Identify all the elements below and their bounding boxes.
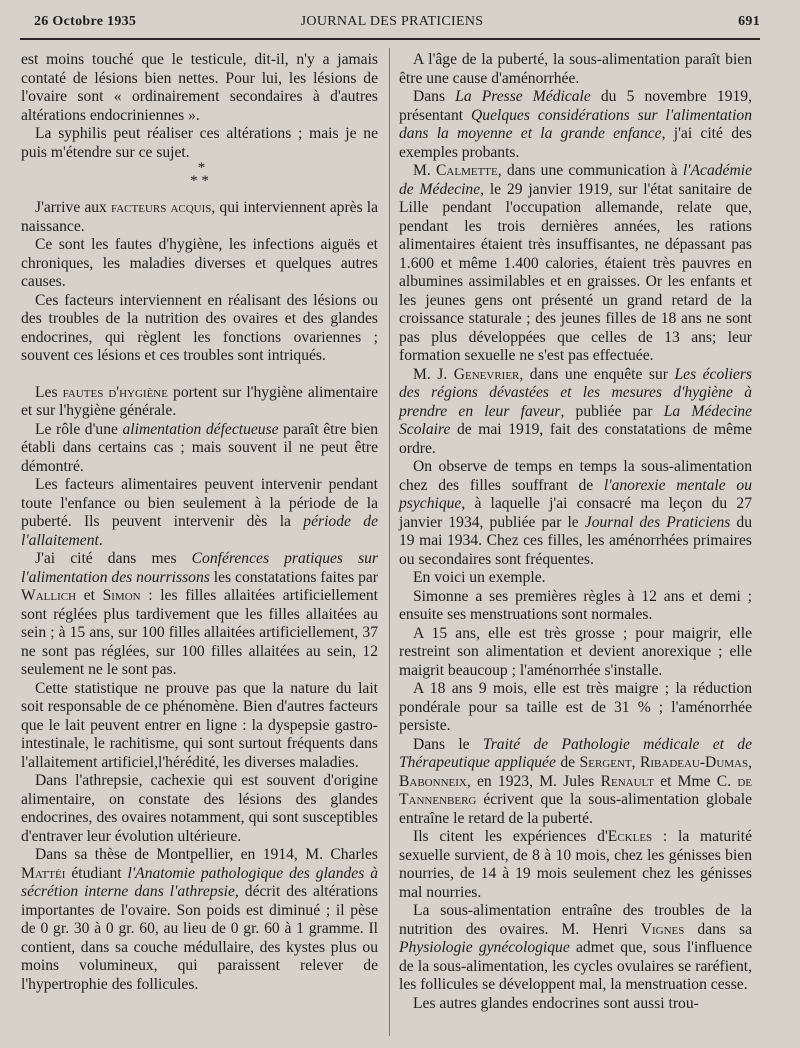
text-run: A 18 ans 9 mois, elle est très maigre ; la réduction pondérale pour sa taille est de 31 % ; l'aménorrhée persiste. (399, 680, 752, 734)
small-caps-text: Wallich (21, 587, 77, 604)
small-caps-text: Simon (102, 587, 141, 604)
paragraph (399, 366, 752, 459)
asterism-line: * * (190, 173, 209, 189)
text-run: M. (413, 162, 436, 179)
text-run: de (555, 754, 580, 771)
italic-text: Journal des Praticiens (584, 513, 731, 531)
text-run: Ils citent les expériences d' (413, 828, 608, 845)
paragraph (399, 162, 752, 366)
paragraph (399, 569, 752, 588)
small-caps-text: Ribadeau-Dumas (639, 754, 749, 771)
header-title: JOURNAL DES PRATICIENS (300, 14, 484, 29)
paragraph (21, 846, 378, 994)
header-page-number: 691 (738, 14, 760, 29)
small-caps-text: Genevrier (453, 365, 520, 383)
text-run: , en 1923, M. Jules (466, 772, 601, 790)
italic-text: Conférences pratiques sur l'alimentation des nourrissons (21, 550, 378, 586)
text-run: , décrit des altérations importantes de l'ovaire. Son poids est diminué ; il pèse de 0 gr. 30 à 0 gr. 60, au lieu de 0 gr. 60 à 1 gramme. Il contient, dans sa couche médullaire, des kystes plus ou moins volumineux, qui paraissent relever de l'hypertrophie des follicules. (21, 883, 378, 993)
right-column (399, 51, 752, 1013)
text-run: Les autres glandes endocrines sont aussi trou- (413, 994, 699, 1012)
text-run: Dans (413, 88, 456, 105)
column-divider (389, 48, 390, 1036)
text-run: : la maturité sexuelle survient, de 8 à 10 mois, chez les génisses bien nourries, de 14 à 19 mois seulement chez les génisses mal nourries. (399, 828, 752, 901)
paragraph (21, 772, 378, 846)
paragraph (399, 51, 752, 88)
paragraph (21, 550, 378, 680)
text-run: En voici un exemple. (413, 569, 546, 586)
text-run: Dans le (413, 735, 483, 753)
text-run: , dans une enquête sur (519, 365, 675, 383)
paragraph (399, 680, 752, 736)
small-caps-text: Calmette (436, 162, 498, 179)
text-run: les constatations faites par (209, 568, 378, 586)
small-caps-text: Eckles (607, 828, 653, 845)
text-run: A l'âge de la puberté, la sous-alimentation paraît bien être une cause d'aménorrhée. (399, 51, 752, 87)
italic-text: Quelques considérations sur l'alimentation dans la moyenne et la grande enfance (399, 106, 752, 142)
paragraph (399, 625, 752, 681)
text-run: écrivent que la sous-alimentation globale entraîne le retard de la puberté. (399, 791, 752, 827)
small-caps-text: Babonneix (399, 772, 467, 790)
text-run: J'ai cité dans mes (35, 550, 192, 567)
text-run: , j'ai cité des exemples probants. (399, 125, 752, 161)
text-run: , publiée par (560, 402, 664, 420)
text-run: Les facteurs alimentaires peuvent intervenir pendant toute l'enfance ou bien seulement à la période de la puberté. Ils peuvent intervenir dès la (21, 476, 378, 530)
left-column (21, 51, 378, 994)
text-run: Le rôle d'une (35, 420, 123, 438)
text-run: portent sur l'hygiène alimentaire et sur l'hygiène générale. (21, 383, 378, 419)
text-run: et Mme C. (653, 772, 738, 790)
text-run: est moins touché que le testicule, dit-il, n'y a jamais contaté de lésions bien nettes. Pour lui, les lésions de l'ovaire sont « ordinairement secondaires à d'autres altérations endocriniennes ». (21, 51, 378, 124)
text-run: . (98, 531, 103, 549)
paragraph (399, 588, 752, 625)
text-run: Dans sa thèse de Montpellier, en 1914, M. Charles (35, 846, 378, 863)
text-run: On observe de temps en temps la sous-alimentation chez des filles souffrant de (399, 458, 752, 494)
paragraph (21, 292, 378, 366)
text-run: paraît être bien établi dans certains cas ; mais souvent il ne peut être démontré. (21, 420, 378, 475)
small-caps-text: facteurs acquis (110, 199, 212, 216)
text-run: J'arrive aux (35, 199, 111, 216)
paragraph (21, 680, 378, 773)
small-caps-text: Vignes (640, 920, 685, 938)
text-run: dans sa (684, 920, 752, 938)
italic-text: Traité de Pathologie médicale et de Thérapeutique appliquée (399, 735, 752, 771)
text-run: , qui interviennent après la naissance. (21, 199, 378, 235)
text-run: A 15 ans, elle est très grosse ; pour maigrir, elle restreint son alimentation et devient anorexique ; elle maigrit beaucoup ; l'aménorrhée s'installe. (399, 624, 752, 679)
italic-text: alimentation défectueuse (122, 420, 279, 438)
small-caps-text: de Tannenberg (399, 772, 752, 808)
text-run: Cette statistique ne prouve pas que la nature du lait soit responsable de ce phénomène. Bien d'autres facteurs que le lait peuvent entrer en ligne : la dyspepsie gastro-intestinale, le rachitisme, qui sont surtout fréquents dans l'allaitement artificiel,l'hérédité, les diverses maladies. (21, 679, 378, 771)
text-run: La syphilis peut réaliser ces altérations ; mais je ne puis m'étendre sur ce sujet. (21, 125, 378, 161)
text-run: , (748, 754, 753, 771)
text-run: Dans l'athrepsie, cachexie qui est souvent d'origine alimentaire, on constate des lésions des glandes endocrines, des ovaires notamment, qui sont susceptibles d'entraver leur évolution ultérieure. (21, 772, 378, 845)
paragraph (21, 476, 378, 550)
text-run: , dans une communication à (497, 162, 683, 179)
text-run: Ce sont les fautes d'hygiène, les infections aiguës et chroniques, les maladies diverses et quelques autres causes. (21, 236, 378, 290)
paragraph (399, 828, 752, 902)
paragraph (399, 736, 752, 829)
italic-text: l'Anatomie pathologique des glandes à sécrétion interne dans l'athrepsie (21, 864, 378, 900)
asterism-line: * (197, 160, 206, 176)
small-caps-text: Sergent (579, 754, 632, 771)
paragraph (21, 421, 378, 477)
text-run: du 19 mai 1934. Chez ces filles, les aménorrhées primaires ou secondaires sont fréquentes. (399, 513, 752, 568)
paragraph (21, 236, 378, 292)
text-run: Les (35, 383, 63, 401)
italic-text: Physiologie gynécologique (399, 939, 570, 956)
text-run: admet que, sous l'influence de la sous-alimentation, les cycles ovulaires se raréfient, les follicules se développent mal, la menstruation cesse. (399, 939, 752, 993)
text-run: , (631, 754, 640, 771)
text-run: M. J. (413, 365, 454, 383)
italic-text: l'anorexie mentale ou psychique (399, 476, 752, 512)
text-run: du 5 novembre 1919, présentant (399, 88, 752, 124)
paragraph (399, 88, 752, 162)
section-asterism (21, 162, 378, 199)
paragraph (21, 199, 378, 236)
small-caps-text: Mattéi (21, 864, 66, 882)
paragraph (399, 458, 752, 569)
text-run: de mai 1919, fait des constatations de même ordre. (399, 421, 752, 457)
paragraph (21, 125, 378, 162)
text-run: , à laquelle j'ai consacré ma leçon du 27 janvier 1934, publiée par le (399, 495, 752, 531)
text-run: Ces facteurs interviennent en réalisant des lésions ou des troubles de la nutrition des ovaires et des glandes endocrines, qui règlent les fonctions ovariennes ; souvent ces lésions et ces troubles sont intriqués. (21, 291, 378, 364)
text-run: étudiant (65, 864, 128, 882)
header-date: 26 Octobre 1935 (34, 14, 137, 29)
paragraph (21, 384, 378, 421)
italic-text: La Presse Médicale (455, 88, 591, 105)
small-caps-text: fautes d'hygiène (62, 383, 168, 401)
paragraph-gap (21, 366, 378, 384)
paragraph (399, 902, 752, 995)
small-caps-text: Renault (600, 772, 654, 790)
header-rule (20, 38, 760, 40)
italic-text: Les écoliers des régions dévastées et les mesures d'hygiène à prendre en leur faveur (399, 365, 752, 420)
text-run: : les filles allaitées artificiellement sont réglées plus tardivement que les filles allaitées au sein ; à 15 ans, sur 100 filles allaitées artificiellement, 37 ne sont pas réglées, sur 100 filles allaitées au sein, 12 seulement ne le sont pas. (21, 587, 378, 678)
text-run: La sous-alimentation entraîne des troubles de la nutrition des ovaires. M. Henri (399, 902, 752, 938)
italic-text: l'Académie de Médecine (399, 162, 752, 198)
paragraph (399, 995, 752, 1014)
italic-text: période de l'allaitement (21, 513, 378, 549)
italic-text: La Médecine Scolaire (399, 402, 752, 438)
text-run: Simonne a ses premières règles à 12 ans et demi ; ensuite ses menstruations sont normales. (399, 587, 752, 623)
text-run: et (76, 587, 103, 604)
page-header (24, 14, 760, 36)
text-run: , le 29 janvier 1919, sur l'état sanitaire de Lille pendant l'occupation allemande, relate que, pendant les trois dernières années, les rations alimentaires étaient très insuffisantes, ne dépassant pas 1.600 et même 1.400 calories, étaient très pauvres en albumines assimilables et en graisses. Or les enfants et les jeunes gens ont présenté un grand retard de la croissance staturale ; des jeunes filles de 18 ans ne sont pas plus développées que celles de 13 ans; leur formation sexuelle ne s'est pas effectuée. (399, 180, 753, 364)
paragraph (21, 51, 378, 125)
